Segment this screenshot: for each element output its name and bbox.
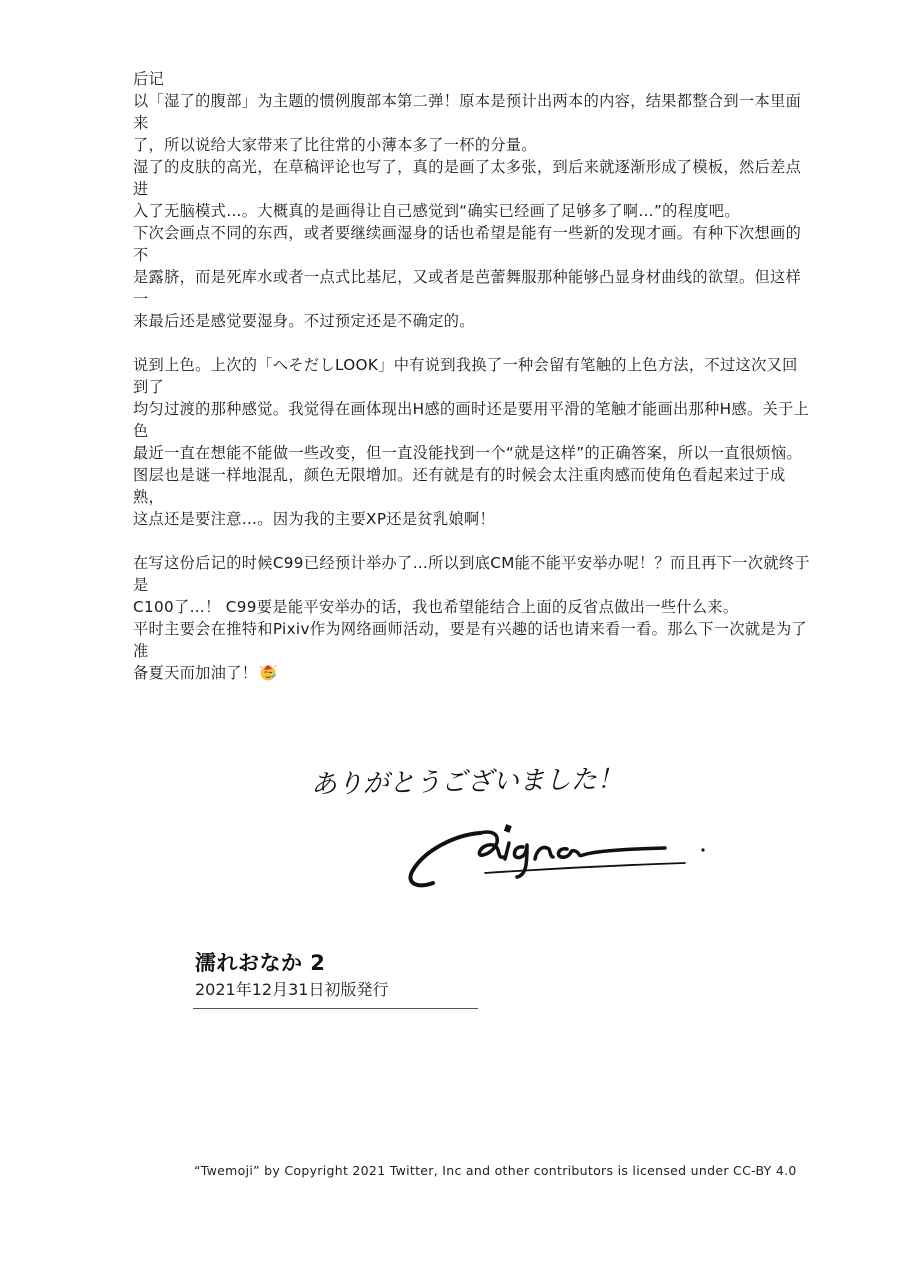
afterword-heading: 后记 — [133, 70, 165, 88]
book-title: 濡れおなか 2 — [195, 951, 326, 975]
text-line: 入了无脑模式…。大概真的是画得让自己感觉到“确实已经画了足够多了啊…”的程度吧。 — [133, 202, 740, 220]
text-line: 是露脐，而是死库水或者一点式比基尼，又或者是芭蕾舞服那种能够凸显身材曲线的欲望。但这样一 — [133, 268, 802, 308]
text-line: 在写这份后记的时候C99已经预计举办了…所以到底CM能不能平安举办呢！？而且再下一次就终于是 — [133, 554, 810, 594]
twemoji-credit: “Twemoji” by Copyright 2021 Twitter, Inc and other contributors is licensed under CC-BY 4.0 — [194, 1163, 797, 1178]
text-line: 最近一直在想能不能做一些改变，但一直没能找到一个“就是这样”的正确答案，所以一直很烦恼。 — [133, 444, 803, 462]
text-line: 均匀过渡的那种感觉。我觉得在画体现出H感的画时还是要用平滑的笔触才能画出那种H感。关于上色 — [133, 400, 810, 440]
text-line: 来最后还是感觉要湿身。不过预定还是不确定的。 — [133, 312, 475, 330]
partying-face-icon — [259, 663, 277, 681]
colophon-divider — [193, 1008, 478, 1009]
publication-date: 2021年12月31日初版発行 — [195, 980, 389, 999]
text-line: 图层也是谜一样地混乱，颜色无限增加。还有就是有的时候会太注重肉感而使角色看起来过于成熟， — [133, 466, 786, 506]
handwritten-thanks-signature — [305, 765, 725, 895]
afterword-paragraph-1 — [133, 90, 813, 332]
text-line: 说到上色。上次的「へそだしLOOK」中有说到我换了一种会留有笔触的上色方法，不过这次又回到了 — [133, 356, 798, 396]
text-line: 了，所以说给大家带来了比往常的小薄本多了一杯的分量。 — [133, 136, 537, 154]
text-line: 下次会画点不同的东西，或者要继续画湿身的话也希望是能有一些新的发现才画。有种下次想画的不 — [133, 224, 802, 264]
signature-icon — [410, 832, 685, 885]
paragraph-gap — [133, 332, 813, 354]
paragraph-gap — [133, 530, 813, 552]
text-line: 平时主要会在推特和Pixiv作为网络画师活动，要是有兴趣的话也请来看一看。那么下一次就是为了准 — [133, 620, 808, 660]
text-line: 备夏天而加油了！ — [133, 664, 258, 682]
thanks-text: ありがとうございました！ — [310, 765, 624, 800]
afterword-paragraph-3 — [133, 552, 813, 684]
afterword-paragraph-2 — [133, 354, 813, 530]
text-line: C100了…！ C99要是能平安举办的话，我也希望能结合上面的反省点做出一些什么来。 — [133, 598, 739, 616]
text-line: 湿了的皮肤的高光，在草稿评论也写了，真的是画了太多张，到后来就逐渐形成了模板，然后差点进 — [133, 158, 802, 198]
text-line: 以「湿了的腹部」为主题的惯例腹部本第二弹！原本是预计出两本的内容，结果都整合到一本里面来 — [133, 92, 802, 132]
handwriting-illustration — [305, 765, 725, 895]
text-line: 这点还是要注意…。因为我的主要XP还是贫乳娘啊！ — [133, 510, 496, 528]
text-line-last — [133, 662, 813, 684]
colophon — [195, 950, 388, 1002]
afterword-section — [133, 68, 813, 684]
